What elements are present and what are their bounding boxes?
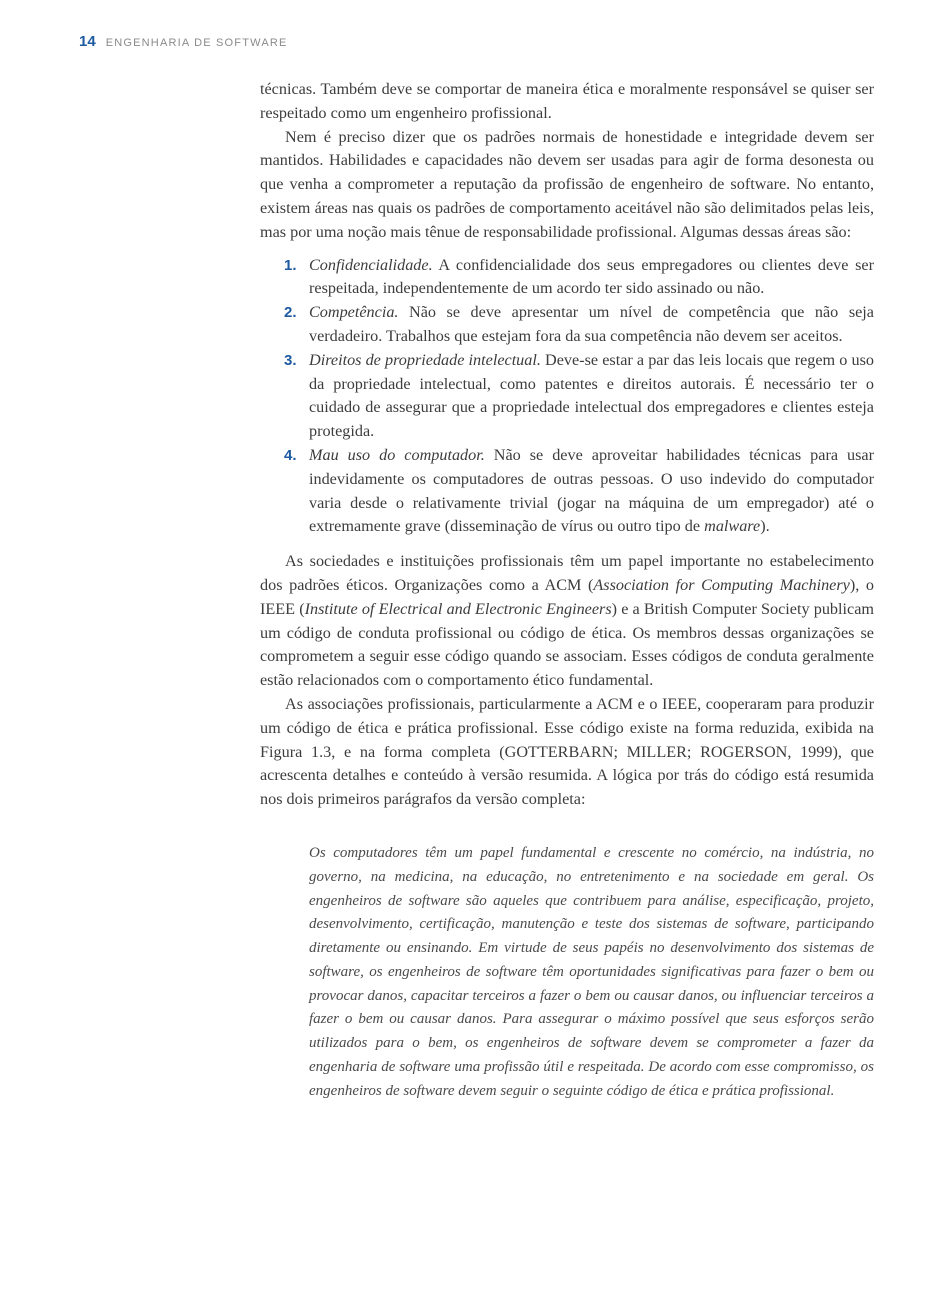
paragraph-standards: Nem é preciso dizer que os padrões normais de honestidade e integridade devem ser mantidos. Habilidades e capacidades não devem ser usadas para agir de forma desonesta ou que venha a comprometer a reputação da profissão de engenheiro de software. No entanto, existem áreas nas quais os padrões de comportamento aceitável não são delimitados pelas leis, mas por uma noção mais tênue de responsabilidade profissional. Algumas dessas áreas são:: [260, 127, 874, 241]
code-preamble-quote: Os computadores têm um papel fundamental e crescente no comércio, na indústria, no governo, na medicina, na educação, no entretenimento e na sociedade em geral. Os engenheiros de software são aqueles que contribuem para análise, especificação, projeto, desenvolvimento, certificação, manutenção e teste dos sistemas de software, participando diretamente ou ensinando. Em virtude de seus papéis no desenvolvimento dos sistemas de software, os engenheiros de software têm oportunidades significativas para fazer o bem ou provocar danos, capacitar terceiros a fazer o bem ou causar danos, ou influenciar terceiros a fazer o bem ou causar danos. Para assegurar o máximo possível que seus esforços serão utilizados para o bem, os engenheiros de software devem se comprometer a fazer da engenharia de software uma profissão útil e respeitada. De acordo com esse compromisso, os engenheiros de software devem seguir o seguinte código de ética e prática profissional.: [309, 844, 874, 1099]
list-item-competence: [284, 301, 874, 349]
list-number: 4.: [284, 446, 297, 464]
acm-full-name: Association for Computing Machinery: [593, 575, 850, 594]
paragraph-text: As sociedades e instituições profissionais têm um papel importante no estabelecimento dos padrões éticos. Organizações como a ACM (: [260, 552, 874, 594]
list-item-intellectual-property: [284, 349, 874, 444]
list-text-italic: malware: [704, 517, 761, 536]
list-item-computer-misuse: [284, 444, 874, 539]
list-number: 3.: [284, 351, 297, 369]
paragraph-code-of-ethics: As associações profissionais, particularmente a ACM e o IEEE, cooperaram para produzir um código de ética e prática profissional. Esse código existe na forma reduzida, exibida na Figura 1.3, e na forma completa (GOTTERBARN; MILLER; ROGERSON, 1999), que acrescenta detalhes e conteúdo à versão resumida. A lógica por trás do código está resumida nos dois primeiros parágrafos da versão completa:: [260, 694, 874, 809]
running-title: ENGENHARIA DE SOFTWARE: [105, 37, 288, 49]
running-head: [79, 33, 288, 50]
paragraph-continuation: técnicas. Também deve se comportar de maneira ética e moralmente responsável se quiser ser respeitado como um engenheiro profissional.: [260, 80, 874, 122]
list-item-confidentiality: [284, 254, 874, 302]
page-number: 14: [79, 33, 96, 50]
list-term: Direitos de propriedade intelectual.: [309, 350, 541, 369]
list-text-end: ).: [760, 517, 770, 536]
paragraph-societies: [260, 550, 874, 693]
responsibility-areas-list: [260, 254, 874, 540]
list-term: Competência.: [309, 303, 399, 322]
list-number: 2.: [284, 304, 297, 322]
list-term: Mau uso do computador.: [309, 445, 485, 464]
paragraph-text: ) e a British Computer Society publicam um código de conduta profissional ou código de ética. Os membros dessas organizações se comprometem a seguir esse código quando se associam. Esses códigos de conduta geralmente estão relacionados com o comportamento ético fundamental.: [260, 599, 874, 690]
ieee-full-name: Institute of Electrical and Electronic Engineers: [304, 599, 612, 618]
list-text: A confidencialidade dos seus empregadores ou clientes deve ser respeitada, independentemente de um acordo ter sido assinado ou não.: [309, 255, 874, 298]
list-text: Não se deve apresentar um nível de competência que não seja verdadeiro. Trabalhos que estejam fora da sua competência não devem ser aceitos.: [309, 303, 874, 345]
list-number: 1.: [284, 256, 297, 274]
list-text: Deve-se estar a par das leis locais que regem o uso da propriedade intelectual, como patentes e direitos autorais. É necessário ter o cuidado de assegurar que a propriedade intelectual dos empregadores e clientes esteja protegida.: [309, 350, 874, 441]
list-text: Não se deve aproveitar habilidades técnicas para usar indevidamente os computadores de outras pessoas. O uso indevido do computador varia desde o relativamente trivial (jogar na máquina de um empregador) até o extremamente grave (disseminação de vírus ou outro tipo de: [309, 445, 874, 536]
paragraph-text: ), o IEEE (: [260, 575, 875, 618]
list-term: Confidencialidade.: [309, 255, 433, 274]
page-body: [260, 78, 874, 1104]
